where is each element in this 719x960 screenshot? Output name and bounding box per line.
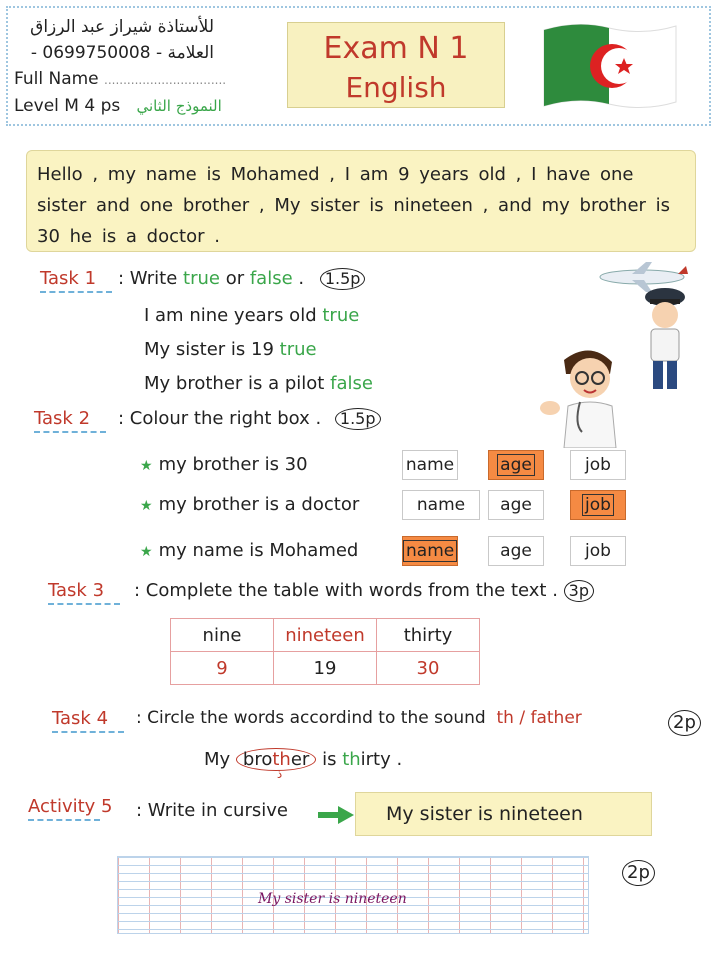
option-name-selected[interactable]: name [402, 536, 458, 566]
pilot-icon [638, 285, 692, 395]
exam-title-box [287, 22, 505, 108]
table-header: nineteen [274, 619, 377, 652]
full-name-dots: ................................ [104, 73, 227, 87]
cursive-writing: My sister is nineteen [258, 891, 407, 907]
cursive-model-sentence: My sister is nineteen [355, 792, 652, 836]
words-table [170, 618, 480, 685]
task3-points: 3p [564, 580, 594, 602]
table-header: thirty [377, 619, 480, 652]
task1-label: Task 1 [40, 268, 112, 293]
option-job-selected[interactable]: job [570, 490, 626, 520]
task2-underline [34, 431, 106, 433]
task1-instruction: : Write true or false . 1.5p [118, 268, 365, 290]
header-info [14, 14, 274, 119]
teacher-name: للأستاذة شيراز عبد الرزاق [30, 17, 214, 37]
arrow-right-icon [318, 806, 354, 824]
task3-instruction: : Complete the table with words from the text . 3p [134, 580, 594, 602]
level-row [14, 93, 274, 119]
task4-sentence: My brother ذ is thirty . [204, 749, 403, 781]
task2-row-text: ★ my brother is 30 [140, 454, 308, 475]
doctor-icon [538, 340, 628, 448]
handwriting-lines [117, 856, 589, 934]
task1-underline [40, 291, 112, 293]
task2-row-text: ★ my name is Mohamed [140, 540, 359, 561]
task1-item: My brother is a pilot false [144, 373, 373, 394]
task2-label: Task 2 [34, 408, 106, 433]
star-icon: ★ [140, 498, 153, 514]
task2-instruction: : Colour the right box . 1.5p [118, 408, 381, 430]
table-cell: 19 [274, 652, 377, 685]
task4-sound: th / father [496, 708, 582, 728]
option-age[interactable]: age [488, 536, 544, 566]
task4-underline [52, 731, 124, 733]
activity5-label: Activity 5 [28, 796, 113, 821]
option-name[interactable]: name [402, 450, 458, 480]
exam-subject: English [345, 71, 447, 104]
task1-answer: false [330, 373, 373, 394]
task1-points: 1.5p [320, 268, 366, 290]
task3-underline [48, 603, 120, 605]
algeria-flag-icon [538, 20, 680, 112]
table-cell: 9 [171, 652, 274, 685]
exam-title: Exam N 1 [323, 31, 469, 66]
table-cell: 30 [377, 652, 480, 685]
option-job[interactable]: job [570, 536, 626, 566]
reading-passage: Hello , my name is Mohamed , I am 9 years old , I have one sister and one brother , My sister is nineteen , and my brother is 30 he is a doctor . [26, 150, 696, 252]
model-label: النموذج الثاني [136, 97, 222, 115]
option-job[interactable]: job [570, 450, 626, 480]
task4-instruction: : Circle the words accordind to the sound th / father [136, 708, 582, 728]
sound-mark: ذ [276, 767, 283, 781]
task3-label: Task 3 [48, 580, 120, 605]
level-label: Level M 4 ps [14, 96, 121, 116]
activity5-points: 2p [622, 860, 655, 886]
star-icon: ★ [140, 544, 153, 560]
task1-answer: true [279, 339, 317, 360]
option-age-selected[interactable]: age [488, 450, 544, 480]
circled-word[interactable]: brother ذ [236, 748, 316, 771]
full-name-row [14, 66, 274, 93]
option-age[interactable]: age [488, 490, 544, 520]
task1-item: My sister is 19 true [144, 339, 317, 360]
task1-item: I am nine years old true [144, 305, 360, 326]
task4-label: Task 4 [52, 708, 124, 733]
phone-line: العلامة - 0699750008 - [30, 43, 214, 63]
activity5-instruction: : Write in cursive [136, 800, 288, 821]
full-name-label: Full Name [14, 69, 99, 89]
option-name[interactable]: name [402, 490, 480, 520]
task1-answer: true [322, 305, 360, 326]
table-header: nine [171, 619, 274, 652]
task2-row-text: ★ my brother is a doctor [140, 494, 360, 515]
star-icon: ★ [140, 458, 153, 474]
activity5-underline [28, 819, 100, 821]
task2-points: 1.5p [335, 408, 381, 430]
task4-points: 2p [668, 710, 701, 736]
